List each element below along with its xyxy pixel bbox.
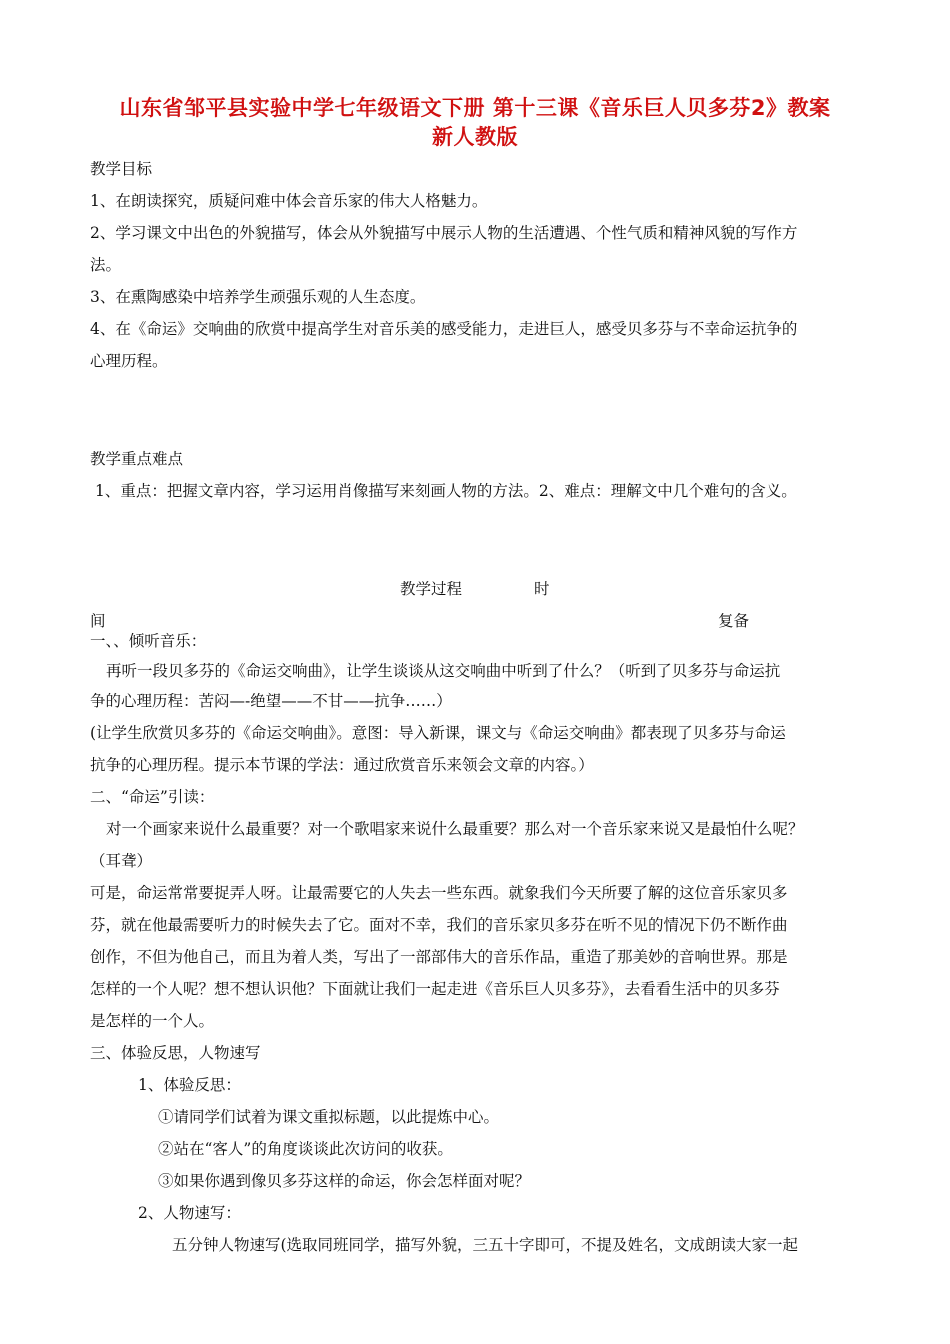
process-line: ②站在“客人”的角度谈谈此次访问的收获。 [158,1140,453,1158]
process-line: (让学生欣赏贝多芬的《命运交响曲》。意图：导入新课，课文与《命运交响曲》都表现了贝多芬与命运 [90,724,786,742]
process-line: ①请同学们试着为课文重拟标题，以此提炼中心。 [158,1108,500,1126]
process-line: 一、、倾听音乐： [90,632,207,650]
process-line: 2、人物速写： [138,1204,241,1222]
process-line: 再听一段贝多芬的《命运交响曲》，让学生谈谈从这交响曲中听到了什么？（听到了贝多芬与命运抗 [106,662,781,680]
document-title-line-2: 新人教版 [432,125,518,149]
process-line: ③如果你遇到像贝多芬这样的命运，你会怎样面对呢？ [158,1172,531,1190]
goal-line: 2、学习课文中出色的外貌描写，体会从外貌描写中展示人物的生活遭遇、个性气质和精神风貌的写作方 [90,224,798,242]
process-line: （耳聋） [90,852,153,870]
process-line: 争的心理历程：苦闷—-绝望——不甘——抗争……） [90,692,452,710]
process-line: 芬，就在他最需要听力的时候失去了它。面对不幸，我们的音乐家贝多芬在听不见的情况下仍不断作曲 [90,916,788,934]
document-title-line-1: 山东省邹平县实验中学七年级语文下册 第十三课《音乐巨人贝多芬2》教案 [119,96,831,120]
time-label-a: 时 [534,580,550,598]
process-line: 抗争的心理历程。提示本节课的学法：通过欣赏音乐来领会文章的内容。） [90,756,594,774]
process-line: 二、“命运”引读： [90,788,215,806]
process-heading: 教学过程 [400,580,463,598]
goal-line: 4、在《命运》交响曲的欣赏中提高学生对音乐美的感受能力，走进巨人，感受贝多芬与不幸命运抗争的 [90,320,798,338]
goal-line: 3、在熏陶感染中培养学生顽强乐观的人生态度。 [90,288,426,306]
process-line: 怎样的一个人呢？想不想认识他？下面就让我们一起走进《音乐巨人贝多芬》，去看看生活中的贝多芬 [90,980,780,998]
key-points-line: 1、重点：把握文章内容，学习运用肖像描写来刻画人物的方法。2、难点：理解文中几个难句的含义。 [95,482,797,500]
time-label-b: 间 [90,612,106,630]
process-line: 创作，不但为他自己，而且为着人类，写出了一部部伟大的音乐作品，重造了那美妙的音响世界。那是 [90,948,788,966]
process-line: 可是，命运常常要捉弄人呀。让最需要它的人失去一些东西。就象我们今天所要了解的这位音乐家贝多 [90,884,788,902]
process-line: 1、体验反思： [138,1076,241,1094]
process-line: 是怎样的一个人。 [90,1012,215,1030]
key-points-heading: 教学重点难点 [90,450,184,468]
goal-line: 1、在朗读探究，质疑问难中体会音乐家的伟大人格魅力。 [90,192,488,210]
review-label: 复备 [718,612,750,630]
process-line: 五分钟人物速写(选取同班同学，描写外貌，三五十字即可，不提及姓名，文成朗读大家一起 [172,1236,799,1254]
goals-heading: 教学目标 [90,160,153,178]
process-line: 三、体验反思，人物速写 [90,1044,261,1062]
process-line: 对一个画家来说什么最重要？对一个歌唱家来说什么最重要？那么对一个音乐家来说又是最怕什么呢？ [106,820,804,838]
goal-line: 法。 [90,256,122,274]
goal-line: 心理历程。 [90,352,168,370]
